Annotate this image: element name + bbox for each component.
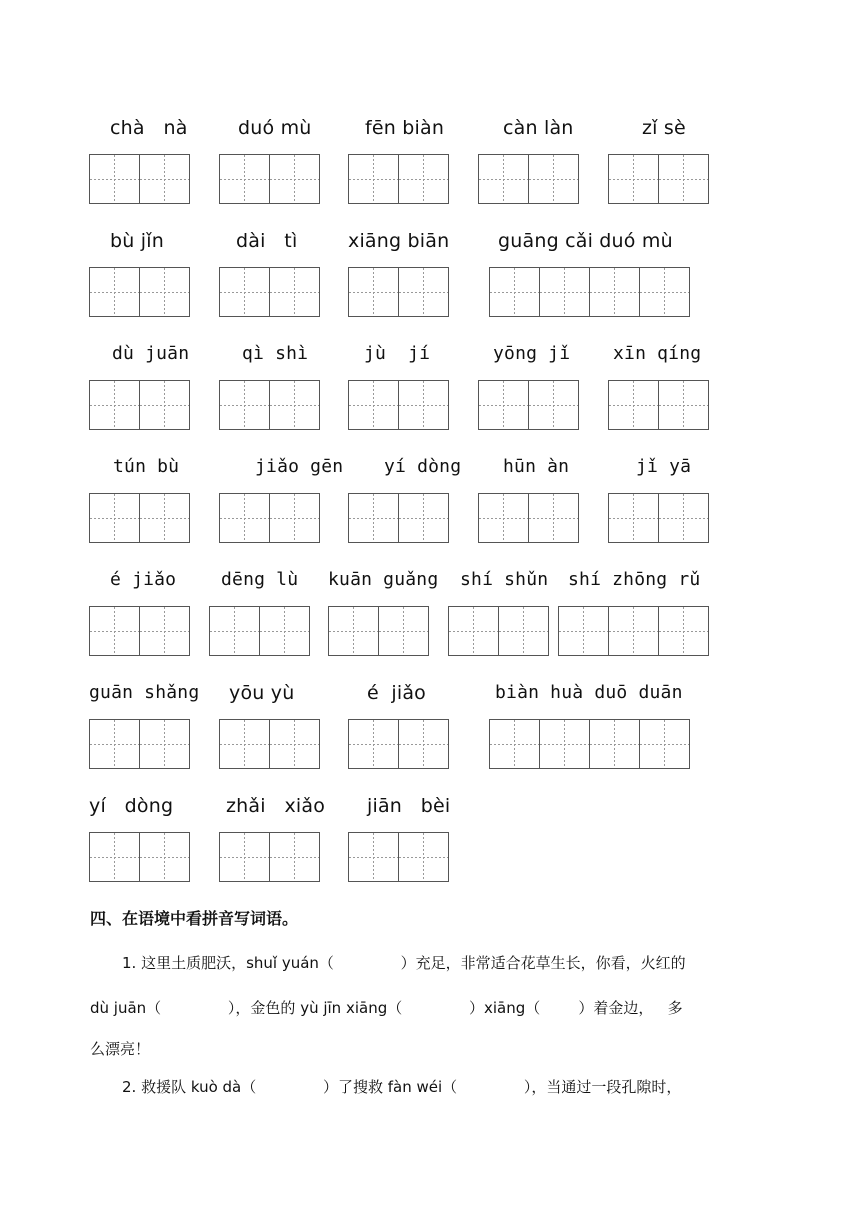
tianzige-cell[interactable] [270,719,320,769]
pinyin-label: fēn biàn [365,117,445,139]
writing-boxes[interactable] [608,154,709,204]
writing-boxes[interactable] [558,606,709,656]
pinyin-label: hūn àn [503,456,570,477]
tianzige-cell[interactable] [220,154,270,204]
writing-boxes[interactable] [89,380,190,430]
writing-boxes[interactable] [348,719,449,769]
tianzige-cell[interactable] [220,493,270,543]
writing-boxes[interactable] [219,267,320,317]
writing-boxes[interactable] [209,606,310,656]
writing-boxes[interactable] [328,606,429,656]
pinyin-label: jiǎo gēn [255,456,344,477]
section-title: 四、在语境中看拼音写词语。 [90,909,299,928]
pinyin-label: yōu yù [229,682,295,704]
paragraph-1-line-1: 1. 这里土质肥沃，shuǐ yuán（ ）充足，非常适合花草生长，你看，火红的 [122,954,686,972]
tianzige-cell[interactable] [659,154,709,204]
tianzige-cell[interactable] [349,154,399,204]
pinyin-label: càn làn [503,117,574,139]
tianzige-cell[interactable] [140,267,190,317]
pinyin-label: chà nà [110,117,188,139]
pinyin-label: é jiǎo [110,569,177,590]
word-row [0,568,860,658]
tianzige-cell[interactable] [399,267,449,317]
tianzige-cell[interactable] [270,380,320,430]
writing-boxes[interactable] [219,154,320,204]
writing-boxes[interactable] [89,493,190,543]
tianzige-cell[interactable] [220,832,270,882]
tianzige-cell[interactable] [90,493,140,543]
paragraph-1-line-2: dù juān（ ），金色的 yù jīn xiāng（ ）xiāng（ ）着金边， 多 [90,999,683,1017]
tianzige-cell[interactable] [609,606,659,656]
pinyin-label: duó mù [238,117,312,139]
tianzige-cell[interactable] [329,606,379,656]
writing-boxes[interactable] [89,606,190,656]
tianzige-cell[interactable] [140,832,190,882]
tianzige-cell[interactable] [140,493,190,543]
paragraph-1-line-3: 么漂亮！ [90,1040,151,1058]
tianzige-cell[interactable] [90,832,140,882]
pinyin-label: qì shì [242,343,309,364]
tianzige-cell[interactable] [529,380,579,430]
tianzige-cell[interactable] [609,493,659,543]
tianzige-cell[interactable] [399,493,449,543]
tianzige-cell[interactable] [90,154,140,204]
writing-boxes[interactable] [478,493,579,543]
pinyin-label: dēng lù [221,569,299,590]
pinyin-label: jiān bèi [367,795,451,817]
writing-boxes[interactable] [478,380,579,430]
word-row [0,681,860,771]
pinyin-label: biàn huà duō duān [495,682,683,703]
pinyin-label: jǐ yā [636,456,692,477]
tianzige-cell[interactable] [140,606,190,656]
tianzige-cell[interactable] [640,719,690,769]
writing-boxes[interactable] [489,719,690,769]
tianzige-cell[interactable] [590,719,640,769]
tianzige-cell[interactable] [590,267,640,317]
tianzige-cell[interactable] [90,719,140,769]
pinyin-label: jù jí [364,343,431,364]
tianzige-cell[interactable] [479,380,529,430]
tianzige-cell[interactable] [349,267,399,317]
tianzige-cell[interactable] [559,606,609,656]
writing-boxes[interactable] [348,493,449,543]
tianzige-cell[interactable] [540,719,590,769]
pinyin-label: tún bù [113,456,180,477]
writing-boxes[interactable] [219,719,320,769]
tianzige-cell[interactable] [220,380,270,430]
tianzige-cell[interactable] [90,380,140,430]
tianzige-cell[interactable] [529,493,579,543]
pinyin-label: dài tì [236,230,298,252]
tianzige-cell[interactable] [540,267,590,317]
tianzige-cell[interactable] [270,493,320,543]
tianzige-cell[interactable] [270,832,320,882]
pinyin-label: guān shǎng [89,682,200,703]
tianzige-cell[interactable] [399,154,449,204]
tianzige-cell[interactable] [90,267,140,317]
word-row [0,229,860,319]
pinyin-label: zhǎi xiǎo [226,795,326,817]
writing-boxes[interactable] [348,154,449,204]
writing-boxes[interactable] [608,380,709,430]
tianzige-cell[interactable] [449,606,499,656]
pinyin-label: zǐ sè [642,117,686,139]
writing-boxes[interactable] [489,267,690,317]
tianzige-cell[interactable] [640,267,690,317]
pinyin-label: guāng cǎi duó mù [498,230,673,252]
tianzige-cell[interactable] [140,719,190,769]
tianzige-cell[interactable] [609,154,659,204]
writing-boxes[interactable] [219,380,320,430]
tianzige-cell[interactable] [220,719,270,769]
pinyin-label: yí dòng [384,456,462,477]
writing-boxes[interactable] [89,267,190,317]
pinyin-label: é jiǎo [367,682,426,704]
tianzige-cell[interactable] [609,380,659,430]
tianzige-cell[interactable] [270,154,320,204]
word-row [0,794,860,884]
paragraph-2-line-1: 2. 救援队 kuò dà（ ）了搜救 fàn wéi（ ），当通过一段孔隙时， [122,1078,682,1096]
tianzige-cell[interactable] [349,719,399,769]
writing-boxes[interactable] [478,154,579,204]
tianzige-cell[interactable] [220,267,270,317]
word-row [0,455,860,545]
tianzige-cell[interactable] [260,606,310,656]
writing-boxes[interactable] [219,832,320,882]
tianzige-cell[interactable] [399,719,449,769]
writing-boxes[interactable] [448,606,549,656]
tianzige-cell[interactable] [349,380,399,430]
writing-boxes[interactable] [608,493,709,543]
pinyin-label: dù juān [112,343,190,364]
tianzige-cell[interactable] [659,493,709,543]
tianzige-cell[interactable] [490,719,540,769]
writing-boxes[interactable] [89,719,190,769]
tianzige-cell[interactable] [210,606,260,656]
pinyin-label: yí dòng [89,795,174,817]
tianzige-cell[interactable] [349,832,399,882]
pinyin-label: xiāng biān [348,230,450,252]
tianzige-cell[interactable] [140,154,190,204]
writing-boxes[interactable] [219,493,320,543]
tianzige-cell[interactable] [479,493,529,543]
tianzige-cell[interactable] [349,493,399,543]
tianzige-cell[interactable] [270,267,320,317]
writing-boxes[interactable] [348,832,449,882]
pinyin-label: kuān guǎng [328,569,439,590]
tianzige-cell[interactable] [90,606,140,656]
tianzige-cell[interactable] [490,267,540,317]
tianzige-cell[interactable] [140,380,190,430]
tianzige-cell[interactable] [659,606,709,656]
tianzige-cell[interactable] [379,606,429,656]
writing-boxes[interactable] [348,267,449,317]
pinyin-label: shí zhōng rǔ [568,569,701,590]
word-row [0,116,860,206]
pinyin-label: yōng jǐ [493,343,571,364]
pinyin-label: bù jǐn [110,230,164,252]
pinyin-label: shí shǔn [460,569,549,590]
tianzige-cell[interactable] [659,380,709,430]
writing-boxes[interactable] [89,154,190,204]
writing-boxes[interactable] [348,380,449,430]
tianzige-cell[interactable] [529,154,579,204]
tianzige-cell[interactable] [399,832,449,882]
tianzige-cell[interactable] [479,154,529,204]
pinyin-label: xīn qíng [613,343,702,364]
tianzige-cell[interactable] [499,606,549,656]
tianzige-cell[interactable] [399,380,449,430]
word-row [0,342,860,432]
writing-boxes[interactable] [89,832,190,882]
